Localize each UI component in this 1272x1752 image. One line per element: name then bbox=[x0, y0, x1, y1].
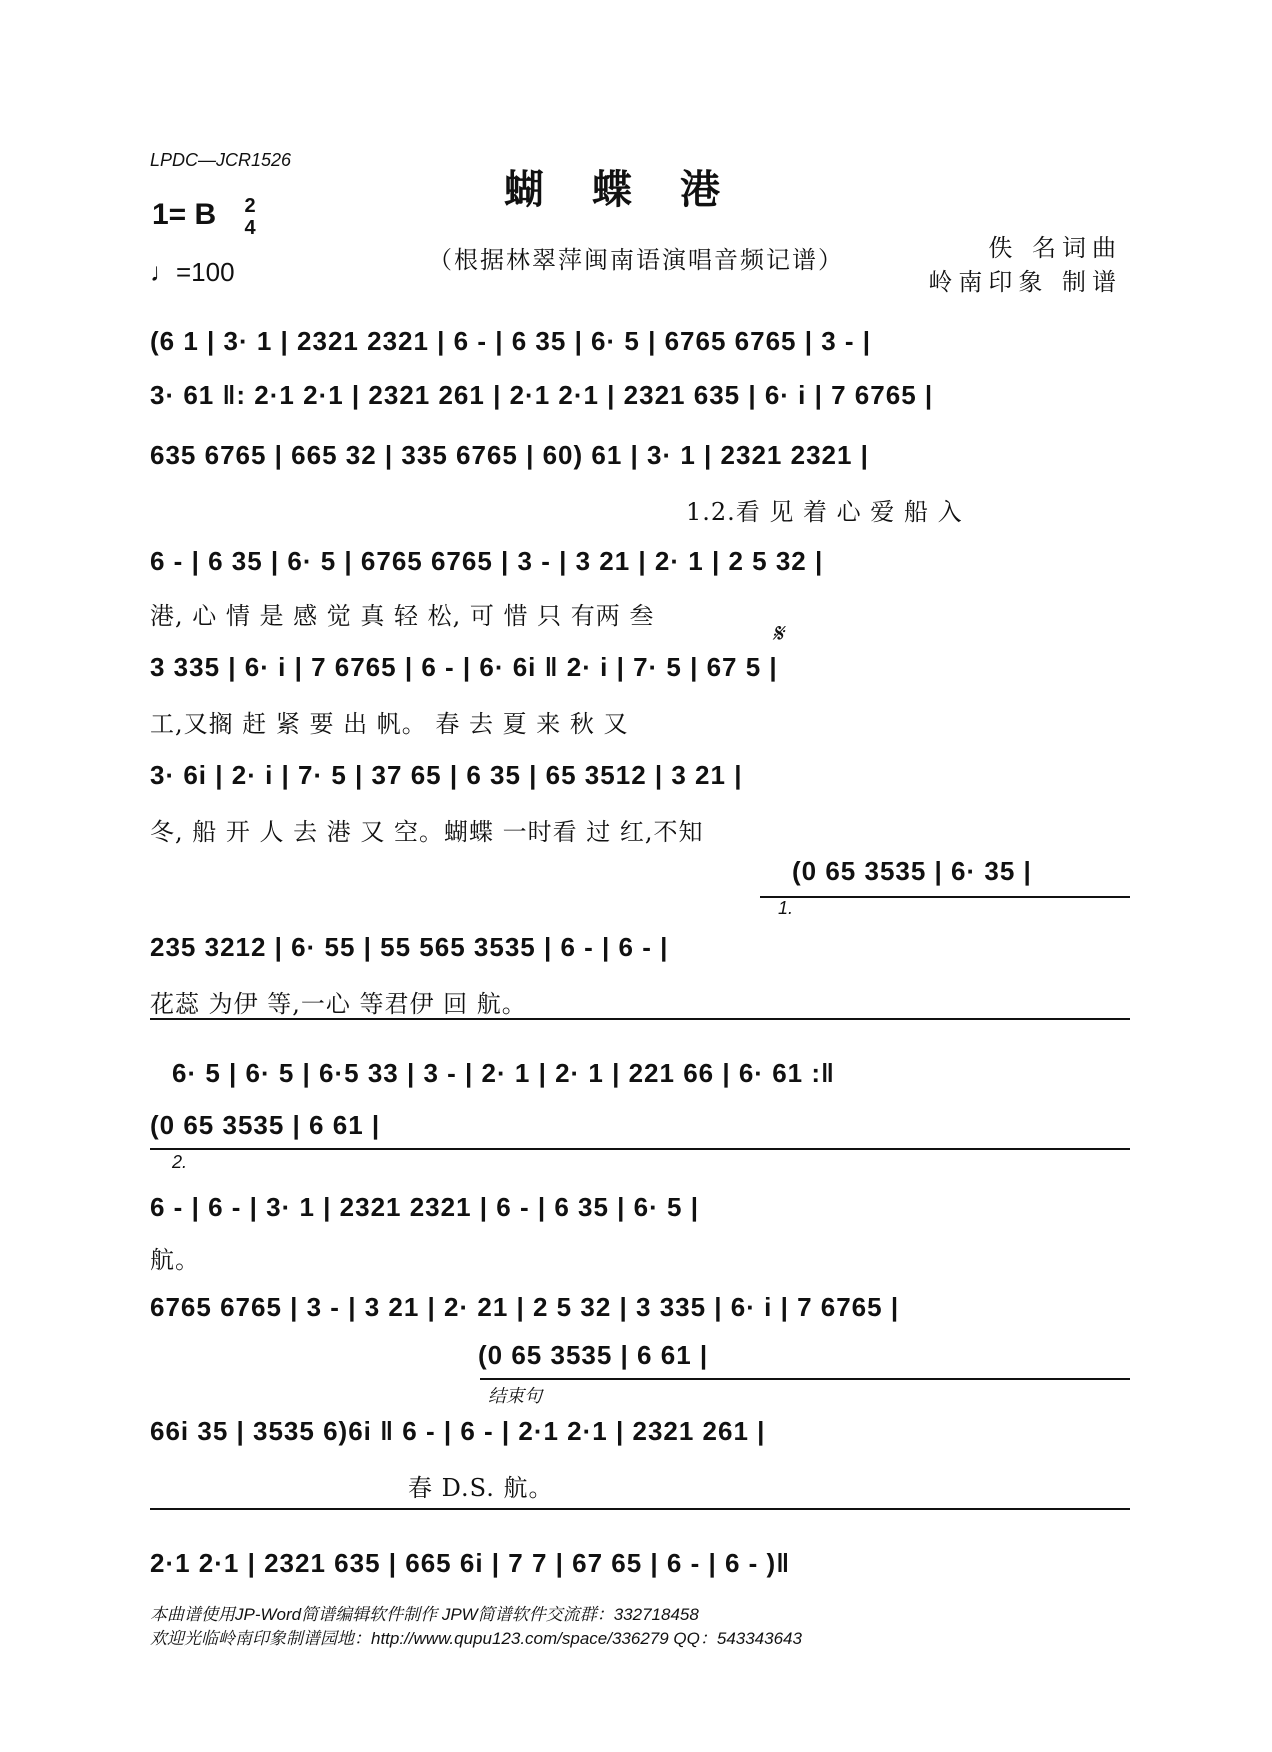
volta-line-1 bbox=[760, 896, 1130, 898]
notation-row-11: 66i 35 | 3535 6)6i ‖ 6 - | 6 - | 2·1 2·1 | 2321 261 | bbox=[150, 1416, 766, 1446]
lyric-row-9: 航。 bbox=[150, 1246, 200, 1274]
volta-1-marker: 1. bbox=[778, 898, 794, 918]
time-signature-bottom: 4 bbox=[244, 217, 256, 239]
notation-row-10: 6765 6765 | 3 - | 3 21 | 2· 21 | 2 5 32 | 3 335 | 6· i | 7 6765 | bbox=[150, 1292, 900, 1322]
notation-row-9: 6 - | 6 - | 3· 1 | 2321 2321 | 6 - | 6 35 | 6· 5 | bbox=[150, 1192, 699, 1222]
notation-row-5: 3 335 | 6· i | 7 6765 | 6 - | 6· 6i ‖ 2· i | 7· 5 | 67 5 | bbox=[150, 652, 778, 682]
notation-row-8b: (0 65 3535 | 6 61 | bbox=[150, 1110, 381, 1140]
notation-row-1: (6 1 | 3· 1 | 2321 2321 | 6 - | 6 35 | 6· 5 | 6765 6765 | 3 - | bbox=[150, 326, 872, 356]
ending-phrase-marker: 结束句 bbox=[488, 1386, 542, 1406]
page-title: 蝴蝶港 bbox=[504, 166, 768, 213]
quarter-note-icon: ♩ bbox=[150, 257, 176, 287]
lyric-row-11: 春 D.S. 航。 bbox=[408, 1474, 554, 1502]
footer-line-1: 本曲谱使用JP-Word简谱编辑软件制作 JPW简谱软件交流群：332718458 bbox=[150, 1605, 699, 1624]
notation-row-8: 6· 5 | 6· 5 | 6·5 33 | 3 - | 2· 1 | 2· 1 | 221 66 | 6· 61 :‖ bbox=[172, 1058, 835, 1088]
notation-row-2: 3· 61 ‖: 2·1 2·1 | 2321 261 | 2·1 2·1 | 2321 635 | 6· i | 7 6765 | bbox=[150, 380, 934, 410]
segno-icon: 𝄋 bbox=[772, 618, 784, 648]
notation-row-10b: (0 65 3535 | 6 61 | bbox=[478, 1340, 709, 1370]
notation-row-6: 3· 6i | 2· i | 7· 5 | 37 65 | 6 35 | 65 3512 | 3 21 | bbox=[150, 760, 743, 790]
notation-row-7: 235 3212 | 6· 55 | 55 565 3535 | 6 - | 6 - | bbox=[150, 932, 669, 962]
lyric-row-4: 港, 心 情 是 感 觉 真 轻 松, 可 惜 只 有两 叁 bbox=[150, 602, 655, 630]
time-signature-top: 2 bbox=[244, 195, 256, 217]
notation-row-6b: (0 65 3535 | 6· 35 | bbox=[792, 856, 1032, 886]
subtitle: （根据林翠萍闽南语演唱音频记谱） bbox=[428, 246, 844, 274]
notation-row-4: 6 - | 6 35 | 6· 5 | 6765 6765 | 3 - | 3 21 | 2· 1 | 2 5 32 | bbox=[150, 546, 824, 576]
credit-author: 佚 名词曲 bbox=[988, 234, 1122, 262]
lyric-row-3: 1.2.看 见 着 心 爱 船 入 bbox=[686, 498, 963, 526]
lyric-row-7: 花蕊 为伊 等,一心 等君伊 回 航。 bbox=[150, 990, 527, 1018]
volta-line-2 bbox=[150, 1018, 1130, 1020]
volta-line-5 bbox=[150, 1508, 1130, 1510]
key-signature: 1= B bbox=[152, 198, 217, 231]
score-code: LPDC—JCR1526 bbox=[150, 150, 292, 170]
tempo-value: =100 bbox=[176, 257, 235, 287]
lyric-row-6: 冬, 船 开 人 去 港 又 空。蝴蝶 一时看 过 红,不知 bbox=[150, 818, 704, 846]
footer-line-2: 欢迎光临岭南印象制谱园地：http://www.qupu123.com/space/336279 QQ：543343643 bbox=[150, 1629, 802, 1648]
volta-2-marker: 2. bbox=[172, 1152, 188, 1172]
notation-row-3: 635 6765 | 665 32 | 335 6765 | 60) 61 | 3· 1 | 2321 2321 | bbox=[150, 440, 869, 470]
volta-line-4 bbox=[480, 1378, 1130, 1380]
volta-line-3 bbox=[150, 1148, 1130, 1150]
notation-row-12: 2·1 2·1 | 2321 635 | 665 6i | 7 7 | 67 65 | 6 - | 6 - )‖ bbox=[150, 1548, 791, 1578]
lyric-row-5: 工,又搁 赶 紧 要 出 帆。 春 去 夏 来 秋 又 bbox=[150, 710, 629, 738]
credit-notation: 岭南印象 制谱 bbox=[928, 268, 1122, 296]
